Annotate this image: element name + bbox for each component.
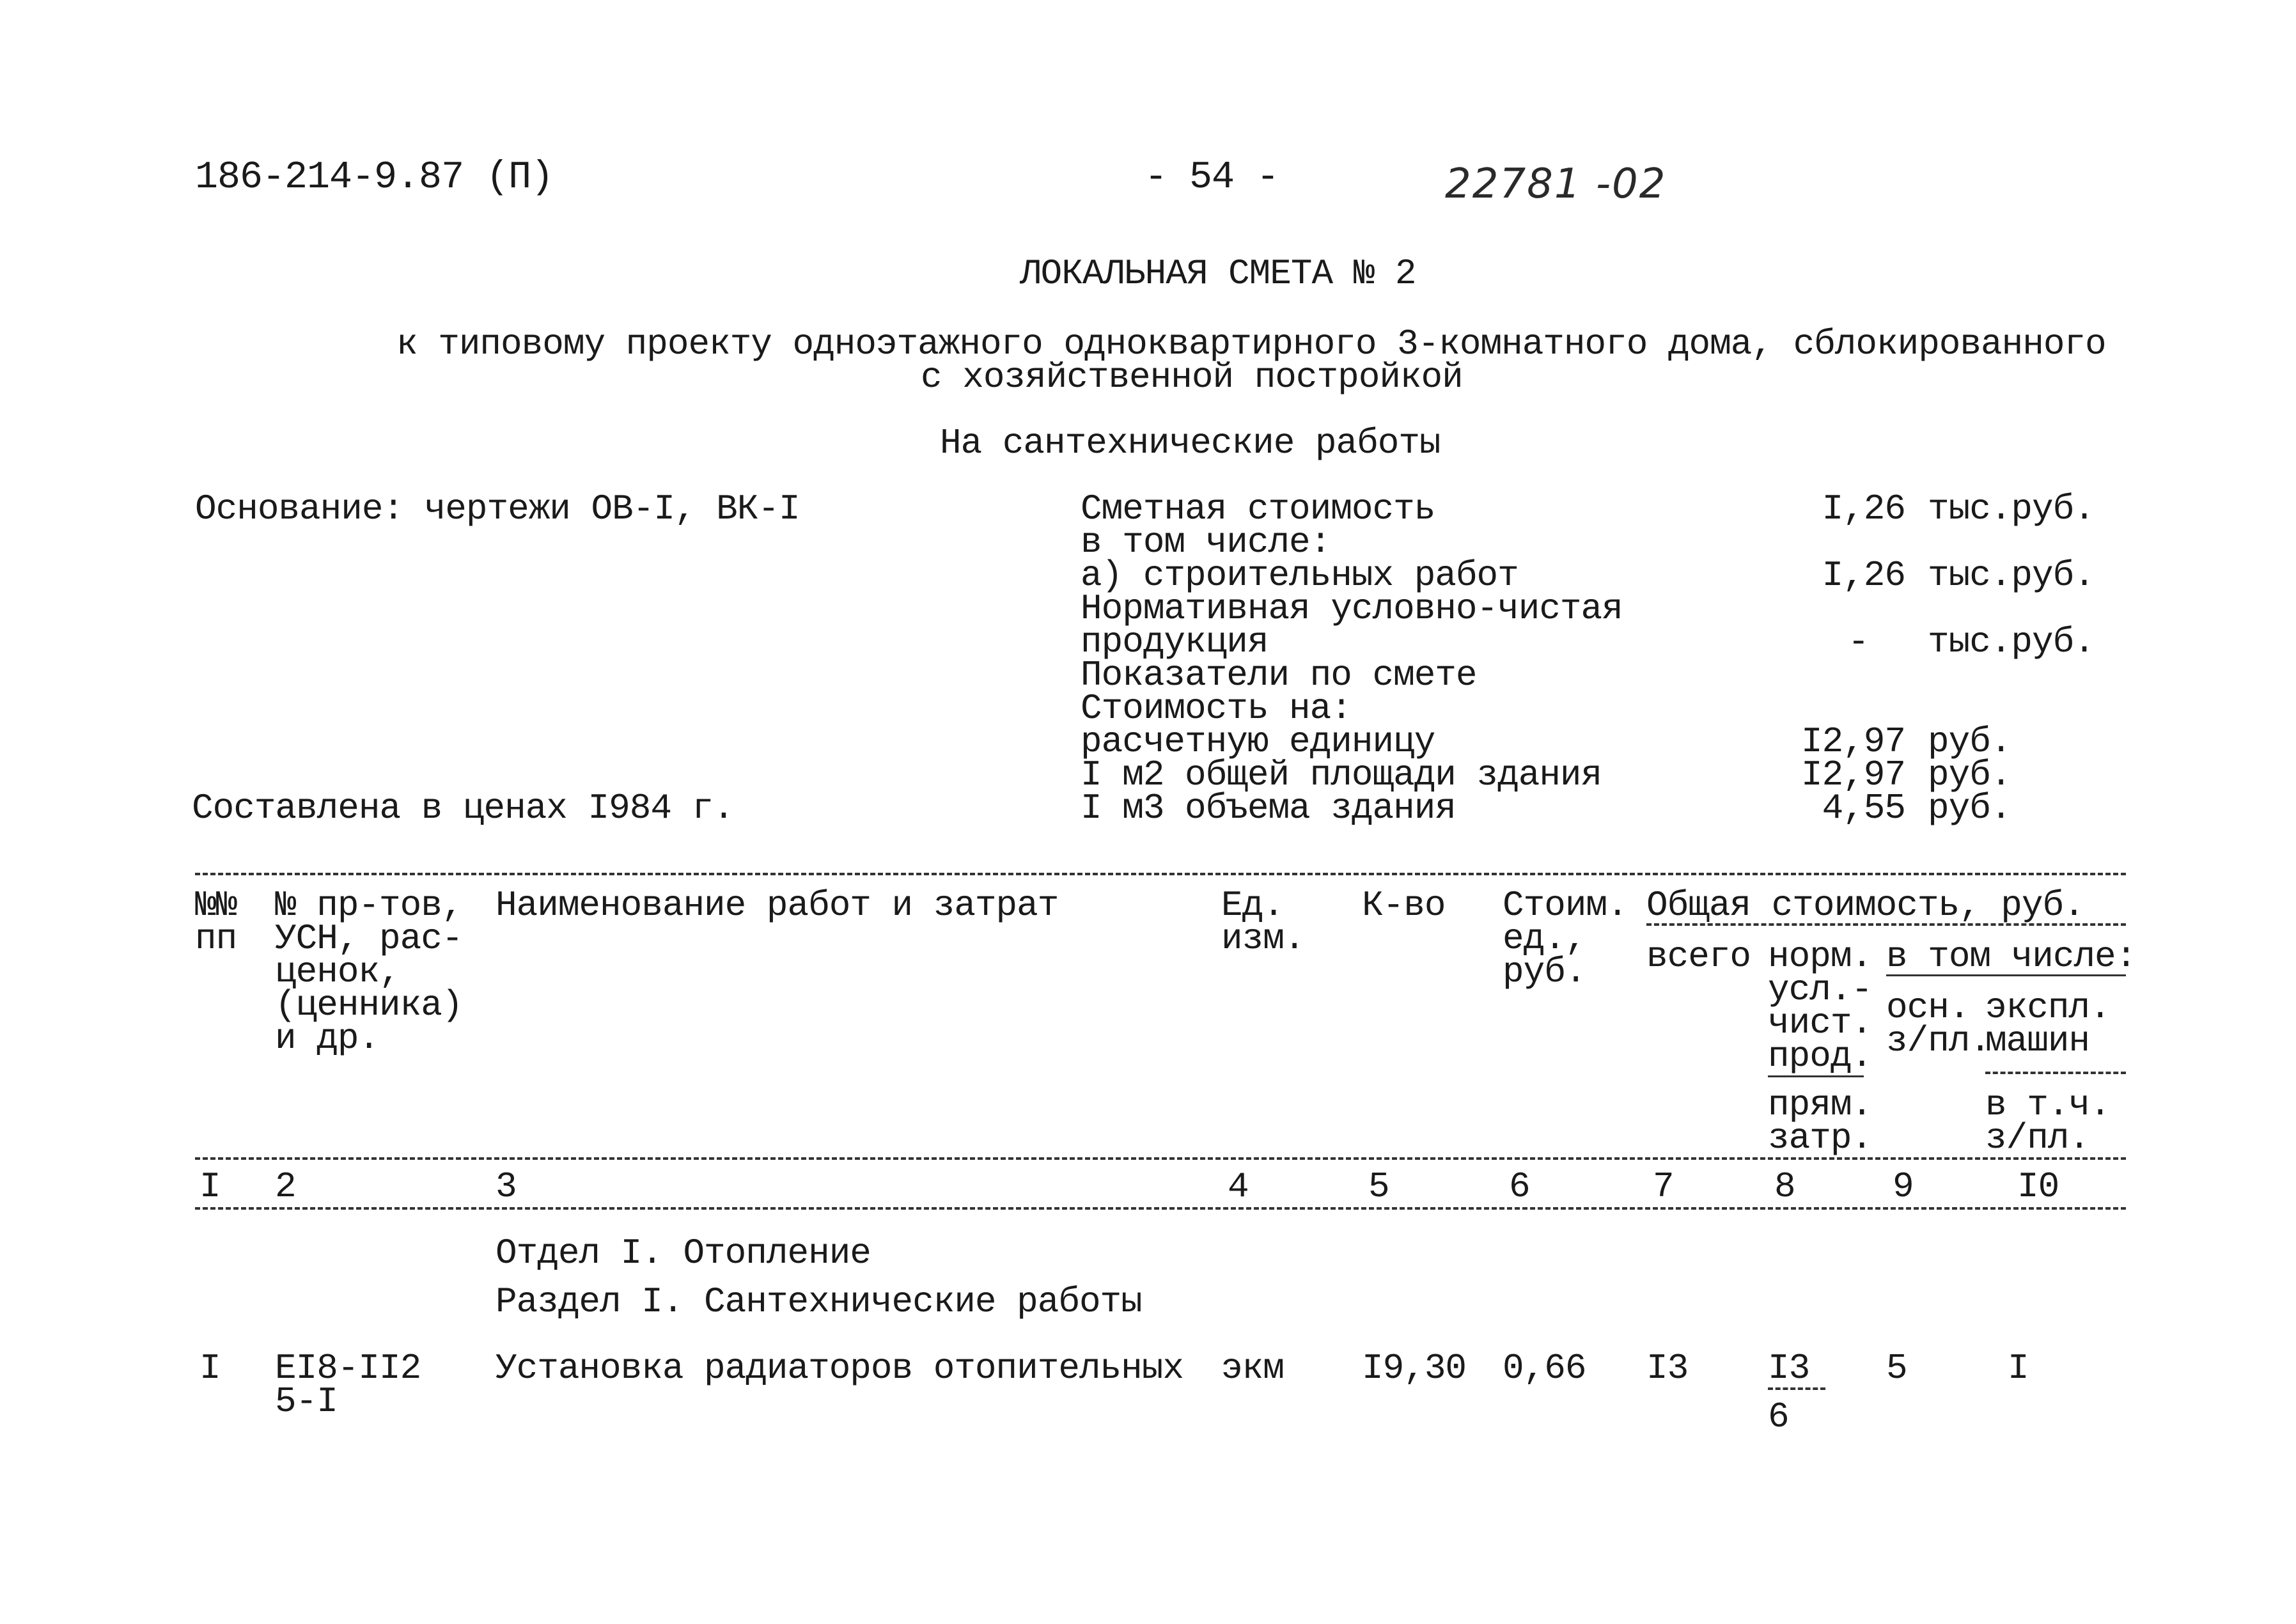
header-total-cost: Общая стоимость, руб. xyxy=(1646,885,2084,926)
prices-text: Составлена в ценах I984 г. xyxy=(192,788,734,829)
summary-value: I,26 xyxy=(1822,555,1905,596)
summary-label: а) строительных работ xyxy=(1081,555,1519,596)
norm-underline xyxy=(1768,1075,1864,1077)
summary-value: 4,55 xyxy=(1822,788,1905,829)
header-norm: усл.- xyxy=(1768,969,1873,1010)
header-unit: изм. xyxy=(1221,918,1305,959)
subsection-heading: Раздел I. Сантехнические работы xyxy=(496,1281,1142,1322)
header-code: ценок, xyxy=(275,951,400,992)
header-direct-costs: затр. xyxy=(1768,1118,1873,1159)
summary-label: Показатели по смете xyxy=(1081,655,1477,696)
row-code: 5-I xyxy=(275,1381,338,1422)
summary-value: I,26 xyxy=(1822,488,1905,529)
header-machines: машин xyxy=(1985,1020,2090,1061)
summary-unit: тыс.руб. xyxy=(1928,621,2095,662)
subtitle-line1: к типовому проекту одноэтажного одноквартирного 3-комнатного дома, сблокированного xyxy=(396,324,2106,364)
header-incl-salary: в т.ч. xyxy=(1985,1084,2111,1125)
subtitle-line2: с хозяйственной постройкой xyxy=(921,357,1463,398)
column-number: 2 xyxy=(275,1166,296,1207)
row-number: I xyxy=(199,1348,221,1389)
row-norm-sub: 6 xyxy=(1768,1396,1789,1437)
header-norm: прод. xyxy=(1768,1036,1873,1077)
column-numbers-underline xyxy=(195,1207,2126,1210)
column-number: I0 xyxy=(2017,1166,2059,1207)
header-code: и др. xyxy=(275,1018,380,1059)
page-number: - 54 - xyxy=(1144,156,1279,199)
summary-label: в том числе: xyxy=(1081,522,1331,563)
header-qty: К-во xyxy=(1362,885,1446,926)
header-unit-cost: руб. xyxy=(1503,951,1586,992)
row-total: I3 xyxy=(1646,1348,1689,1389)
header-norm: чист. xyxy=(1768,1003,1873,1043)
summary-label: Нормативная условно-чистая xyxy=(1081,588,1623,629)
column-number: 3 xyxy=(496,1166,517,1207)
summary-unit: тыс.руб. xyxy=(1928,488,2095,529)
column-number: 4 xyxy=(1228,1166,1249,1207)
row-code: EI8-II2 xyxy=(275,1348,421,1389)
total-cost-underline xyxy=(1646,923,2126,926)
header-base-salary: осн. xyxy=(1886,987,1970,1028)
header-code: УСН, рас- xyxy=(275,918,463,959)
header-code: № пр-тов, xyxy=(275,885,463,926)
column-number: 9 xyxy=(1893,1166,1914,1207)
row-machines: I xyxy=(2008,1348,2029,1389)
row-base-salary: 5 xyxy=(1886,1348,1907,1389)
header-unit-cost: Стоим. xyxy=(1503,885,1628,926)
header-code: (ценника) xyxy=(275,985,463,1026)
works-type: На сантехнические работы xyxy=(940,423,1441,464)
summary-label: продукция xyxy=(1081,621,1269,662)
summary-label: Стоимость на: xyxy=(1081,688,1352,729)
summary-value: I2,97 xyxy=(1800,721,1905,762)
summary-label: I м2 общей площади здания xyxy=(1081,754,1602,795)
header-norm: норм. xyxy=(1768,936,1873,977)
document-title: ЛОКАЛЬНАЯ СМЕТА № 2 xyxy=(1020,253,1416,294)
summary-label: Сметная стоимость xyxy=(1081,488,1435,529)
doc-code: 186-214-9.87 (П) xyxy=(195,156,554,199)
header-incl-salary: з/пл. xyxy=(1985,1118,2090,1159)
column-number: 5 xyxy=(1368,1166,1389,1207)
row-name: Установка радиаторов отопительных xyxy=(496,1348,1183,1389)
summary-unit: руб. xyxy=(1928,754,2011,795)
summary-value: - xyxy=(1848,621,1869,662)
header-num: №№ xyxy=(195,885,237,926)
summary-label: расчетную единицу xyxy=(1081,721,1435,762)
column-number: 6 xyxy=(1509,1166,1530,1207)
table-top-border xyxy=(195,873,2126,875)
machines-underline xyxy=(1985,1072,2126,1074)
column-number: 7 xyxy=(1653,1166,1674,1207)
summary-unit: тыс.руб. xyxy=(1928,555,2095,596)
header-name: Наименование работ и затрат xyxy=(496,885,1059,926)
including-underline xyxy=(1886,974,2126,976)
handwritten-number: 22781 -02 xyxy=(1445,160,1667,208)
row-unit: экм xyxy=(1221,1348,1284,1389)
row-norm: I3 xyxy=(1768,1348,1810,1389)
row-norm-underline xyxy=(1768,1387,1825,1390)
column-number: I xyxy=(199,1166,221,1207)
basis-text: Основание: чертежи ОВ-I, ВК-I xyxy=(195,488,800,529)
header-unit-cost: ед., xyxy=(1503,918,1586,959)
summary-value: I2,97 xyxy=(1800,754,1905,795)
header-base-salary: з/пл. xyxy=(1886,1020,1991,1061)
header-num: пп xyxy=(195,918,237,959)
header-direct-costs: прям. xyxy=(1768,1084,1873,1125)
header-bottom-border xyxy=(195,1157,2126,1160)
summary-unit: руб. xyxy=(1928,721,2011,762)
row-unit-cost: 0,66 xyxy=(1503,1348,1586,1389)
row-qty: I9,30 xyxy=(1362,1348,1467,1389)
summary-unit: руб. xyxy=(1928,788,2011,829)
header-including: в том числе: xyxy=(1886,936,2137,977)
header-total: всего xyxy=(1646,936,1751,977)
header-unit: Ед. xyxy=(1221,885,1284,926)
header-machines: экспл. xyxy=(1985,987,2111,1028)
column-number: 8 xyxy=(1774,1166,1795,1207)
summary-label: I м3 объема здания xyxy=(1081,788,1456,829)
department-heading: Отдел I. Отопление xyxy=(496,1233,871,1274)
